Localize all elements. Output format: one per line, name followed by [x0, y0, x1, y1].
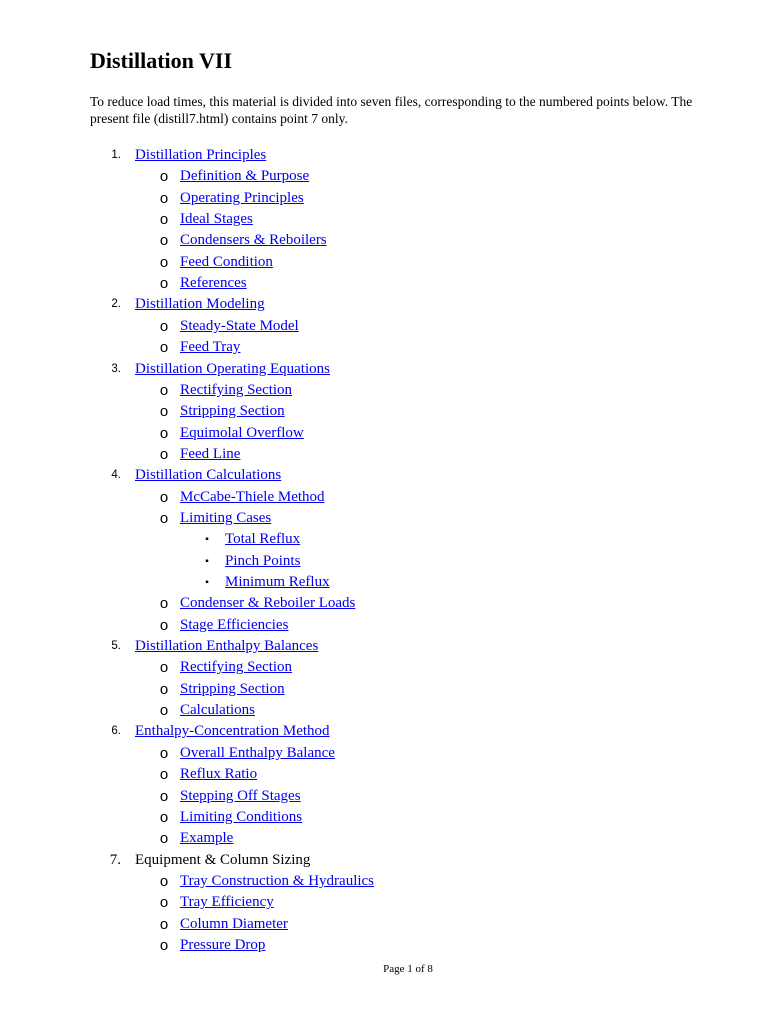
circle-bullet-icon: o	[159, 275, 169, 293]
circle-bullet-icon: o	[159, 766, 169, 784]
toc-subitem	[0, 508, 768, 529]
toc-subitem	[0, 230, 768, 251]
toc-subitem	[0, 209, 768, 230]
toc-sublink[interactable]: Overall Enthalpy Balance	[180, 744, 335, 761]
toc-sublink[interactable]: Stripping Section	[180, 403, 285, 420]
circle-bullet-icon: o	[159, 659, 169, 677]
toc-sublink[interactable]: Tray Efficiency	[180, 894, 274, 911]
toc-subitem	[0, 316, 768, 337]
page-footer: Page 1 of 8	[383, 963, 433, 975]
circle-bullet-icon: o	[159, 488, 169, 506]
toc-subitem	[0, 166, 768, 187]
intro-paragraph: To reduce load times, this material is divided into seven files, corresponding to the numbered points below. The present file (distill7.html) contains point 7 only.	[90, 94, 693, 126]
toc-item-number: 2.	[111, 298, 121, 311]
circle-bullet-icon: o	[159, 808, 169, 826]
toc-subitem	[0, 380, 768, 401]
toc-item-number: 6.	[111, 725, 121, 738]
toc-subitem	[0, 914, 768, 935]
toc-item-number: 1.	[111, 149, 121, 161]
toc-subitem	[0, 828, 768, 849]
toc-item-number: 5.	[111, 640, 121, 653]
toc-sublink[interactable]: References	[180, 275, 247, 292]
toc-item-1	[0, 145, 768, 166]
toc-subitem	[0, 764, 768, 785]
toc-sublink[interactable]: McCabe-Thiele Method	[180, 488, 325, 505]
toc-item-number: 4.	[111, 469, 121, 482]
circle-bullet-icon: o	[159, 232, 169, 250]
toc-subitem	[0, 423, 768, 444]
toc-sublink[interactable]: Reflux Ratio	[180, 766, 258, 783]
toc-subitem	[0, 444, 768, 465]
circle-bullet-icon: o	[159, 189, 169, 207]
toc-sublink[interactable]: Stage Efficiencies	[180, 616, 289, 633]
toc-subitem	[0, 273, 768, 294]
circle-bullet-icon: o	[159, 936, 169, 954]
circle-bullet-icon: o	[159, 830, 169, 848]
toc-sublink[interactable]: Limiting Conditions	[180, 808, 303, 825]
toc-sublink[interactable]: Stepping Off Stages	[180, 787, 301, 804]
circle-bullet-icon: o	[159, 616, 169, 634]
toc-subsublink[interactable]: Minimum Reflux	[225, 574, 330, 590]
circle-bullet-icon: o	[159, 509, 169, 527]
circle-bullet-icon: o	[159, 787, 169, 805]
circle-bullet-icon: o	[159, 403, 169, 421]
toc-link[interactable]: Distillation Principles	[135, 147, 267, 163]
toc-item-number: 7.	[109, 851, 121, 868]
toc-link[interactable]: Distillation Calculations	[135, 467, 282, 484]
page-title: Distillation VII	[90, 48, 233, 73]
circle-bullet-icon: o	[159, 168, 169, 186]
toc-sublink[interactable]: Pressure Drop	[180, 936, 266, 953]
toc-sublink[interactable]: Calculations	[180, 702, 255, 719]
toc-sublink[interactable]: Column Diameter	[180, 915, 288, 932]
toc-link[interactable]: Enthalpy-Concentration Method	[135, 723, 330, 740]
toc-subitem	[0, 657, 768, 678]
toc-item-5	[0, 636, 768, 657]
toc-sublink[interactable]: Definition & Purpose	[180, 168, 310, 185]
toc-sublink[interactable]: Tray Construction & Hydraulics	[180, 872, 375, 889]
toc-link[interactable]: Distillation Modeling	[135, 296, 265, 313]
toc-subitem	[0, 252, 768, 273]
toc-subitem	[0, 337, 768, 358]
circle-bullet-icon: o	[159, 744, 169, 762]
circle-bullet-icon: o	[159, 894, 169, 912]
toc-link[interactable]: Distillation Enthalpy Balances	[135, 638, 319, 655]
square-bullet-icon: ▪	[205, 534, 209, 546]
circle-bullet-icon: o	[159, 317, 169, 335]
circle-bullet-icon: o	[159, 339, 169, 357]
circle-bullet-icon: o	[159, 595, 169, 613]
toc-item-number: 3.	[111, 362, 121, 375]
toc-item-3	[0, 359, 768, 380]
toc-subsublink[interactable]: Pinch Points	[225, 552, 301, 569]
toc-sublink[interactable]: Ideal Stages	[180, 211, 253, 228]
toc-item-7	[0, 850, 768, 871]
toc-subitem	[0, 615, 768, 636]
toc-sublink[interactable]: Feed Condition	[180, 253, 273, 270]
toc-subitem	[0, 743, 768, 764]
toc-subsubitem	[0, 529, 768, 550]
circle-bullet-icon: o	[159, 872, 169, 890]
toc-subitem	[0, 679, 768, 700]
toc-sublink[interactable]: Feed Line	[180, 445, 241, 462]
toc-subsubitem	[0, 572, 768, 593]
toc-sublink[interactable]: Feed Tray	[180, 339, 241, 356]
circle-bullet-icon: o	[159, 424, 169, 442]
toc-sublink[interactable]: Rectifying Section	[180, 659, 293, 676]
toc-subitem	[0, 401, 768, 422]
circle-bullet-icon: o	[159, 680, 169, 698]
toc-link[interactable]: Distillation Operating Equations	[135, 360, 330, 377]
toc-subsublink[interactable]: Total Reflux	[225, 531, 301, 548]
circle-bullet-icon: o	[159, 211, 169, 229]
toc-heading: Equipment & Column Sizing	[135, 851, 311, 868]
toc-sublink[interactable]: Condensers & Reboilers	[180, 232, 327, 249]
toc-subitem	[0, 892, 768, 913]
toc-sublink[interactable]: Limiting Cases	[180, 509, 272, 526]
toc-item-2	[0, 294, 768, 315]
toc-sublink[interactable]: Stripping Section	[180, 680, 285, 697]
circle-bullet-icon: o	[159, 445, 169, 463]
toc-sublink[interactable]: Rectifying Section	[180, 381, 293, 398]
toc-subitem	[0, 786, 768, 807]
toc-subitem	[0, 487, 768, 508]
toc-subitem	[0, 593, 768, 614]
toc-subitem	[0, 807, 768, 828]
toc-item-6	[0, 721, 768, 742]
circle-bullet-icon: o	[159, 381, 169, 399]
toc-sublink[interactable]: Condenser & Reboiler Loads	[180, 595, 356, 612]
toc-subitem	[0, 871, 768, 892]
toc-subitem	[0, 188, 768, 209]
toc-subsubitem	[0, 551, 768, 572]
toc-item-4	[0, 465, 768, 486]
toc-sublink[interactable]: Example	[180, 830, 234, 847]
circle-bullet-icon: o	[159, 253, 169, 271]
square-bullet-icon: ▪	[205, 555, 209, 567]
toc-subitem	[0, 700, 768, 721]
toc-sublink[interactable]: Steady-State Model	[180, 317, 299, 334]
square-bullet-icon: ▪	[205, 577, 209, 588]
toc-sublink[interactable]: Equimolal Overflow	[180, 424, 304, 441]
circle-bullet-icon: o	[159, 702, 169, 720]
circle-bullet-icon: o	[159, 915, 169, 933]
toc-sublink[interactable]: Operating Principles	[180, 189, 304, 206]
toc-subitem	[0, 935, 768, 956]
